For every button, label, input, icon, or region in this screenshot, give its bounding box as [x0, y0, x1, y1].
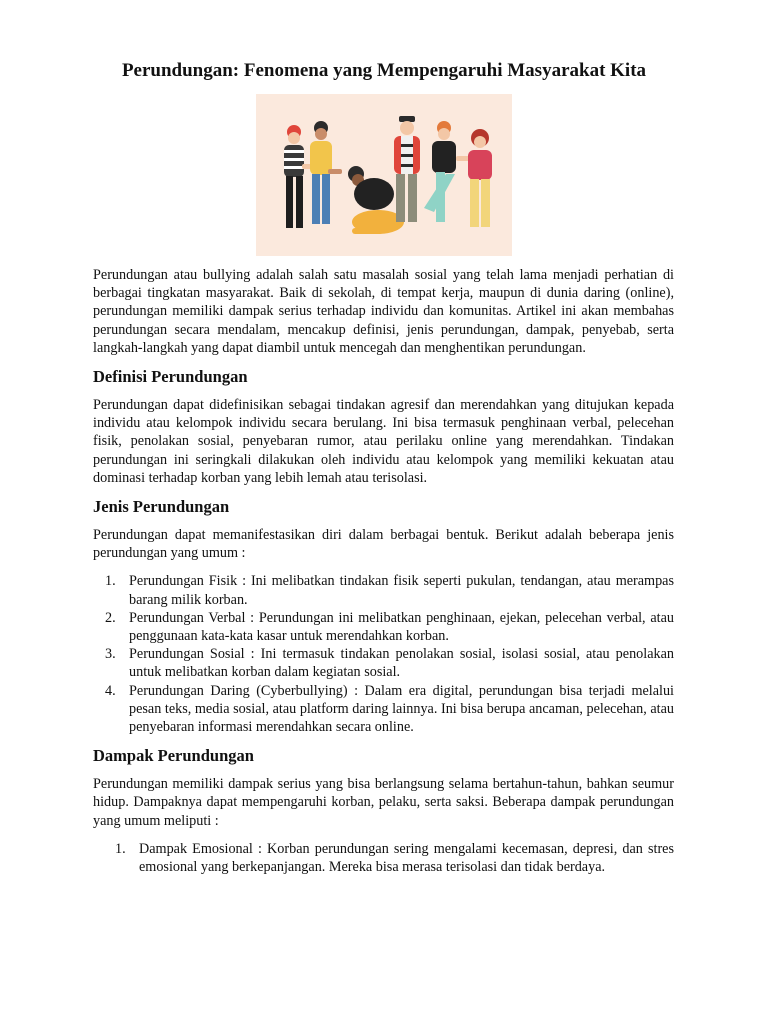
- section-heading-jenis: Jenis Perundungan: [93, 497, 230, 517]
- figure-person-2: [310, 121, 342, 224]
- jenis-paragraph: Perundungan dapat memanifestasikan diri dalam berbagai bentuk. Berikut adalah beberapa jenis perundungan yang umum :: [93, 527, 674, 562]
- article-body: [93, 266, 674, 876]
- section-heading-definisi: Definisi Perundungan: [93, 367, 248, 387]
- section-heading-dampak: Dampak Perundungan: [93, 746, 254, 766]
- list-number: 2.: [105, 609, 116, 626]
- dampak-list: [93, 840, 674, 876]
- list-item: [93, 682, 674, 737]
- dampak-paragraph: Perundungan memiliki dampak serius yang bisa berlangsung selama bertahun-tahun, bahkan seumur hidup. Dampaknya dapat mempengaruhi korban, pelaku, serta saksi. Beberapa dampak perundungan yang umum meliputi :: [93, 776, 674, 829]
- figure-person-6: [468, 129, 492, 227]
- list-item-text: Perundungan Verbal : Perundungan ini melibatkan penghinaan, ejekan, pelecehan verbal, atau penggunaan kata-kata kasar untuk merendahkan korban.: [129, 609, 674, 645]
- list-item: [93, 645, 674, 681]
- list-number: 3.: [105, 646, 116, 663]
- jenis-list: [93, 572, 674, 736]
- list-item: [93, 572, 674, 608]
- figure-person-5: [424, 121, 470, 222]
- illustration-svg: [256, 94, 512, 256]
- list-number: 4.: [105, 682, 116, 699]
- list-item-text: Perundungan Fisik : Ini melibatkan tindakan fisik seperti pukulan, tendangan, atau merampas barang milik korban.: [129, 573, 674, 608]
- intro-paragraph: Perundungan atau bullying adalah salah satu masalah sosial yang telah lama menjadi perhatian di berbagai tingkatan masyarakat. Baik di sekolah, di tempat kerja, maupun di dunia daring (online), perundungan memiliki dampak serius terhadap individu dan komunitas. Artikel ini akan membahas perundungan secara mendalam, mencakup definisi, jenis perundungan, dampak, penyebab, serta langkah-langkah yang dapat diambil untuk mencegah dan menghentikan perundungan.: [93, 267, 674, 356]
- page-title: Perundungan: Fenomena yang Mempengaruhi Masyarakat Kita: [121, 60, 647, 81]
- list-number: 1.: [115, 840, 126, 857]
- definisi-paragraph: Perundungan dapat didefinisikan sebagai tindakan agresif dan merendahkan yang ditujukan kepada individu atau kelompok individu secara berulang. Ini bisa termasuk penghinaan verbal, pelecehan fisik, penolakan sosial, penyebaran rumor, atau perilaku online yang merendahkan. Tindakan perundungan ini seringkali dilakukan oleh individu atau kelompok yang memiliki kekuatan atau dominasi terhadap korban yang lebih lemah atau terisolasi.: [93, 397, 674, 486]
- list-item: [93, 840, 674, 876]
- figure-person-4: [394, 116, 420, 222]
- figure-person-3: [348, 166, 404, 234]
- list-item-text: Perundungan Daring (Cyberbullying) : Dalam era digital, perundungan bisa terjadi melalui pesan teks, media sosial, atau platform daring lainnya. Ini bisa berupa ancaman, pelecehan, atau penyebaran informasi merendahkan secara online.: [129, 682, 674, 736]
- list-item-text: Perundungan Sosial : Ini termasuk tindakan penolakan sosial, isolasi sosial, atau penolakan untuk melibatkan korban dalam kegiatan sosial.: [129, 646, 674, 681]
- illustration-bullying: [256, 94, 512, 256]
- list-item-text: Dampak Emosional : Korban perundungan sering mengalami kecemasan, depresi, dan stres emosional yang berkepanjangan. Mereka bisa merasa terisolasi dan tidak berdaya.: [139, 840, 674, 876]
- list-item: [93, 609, 674, 645]
- list-number: 1.: [105, 573, 116, 590]
